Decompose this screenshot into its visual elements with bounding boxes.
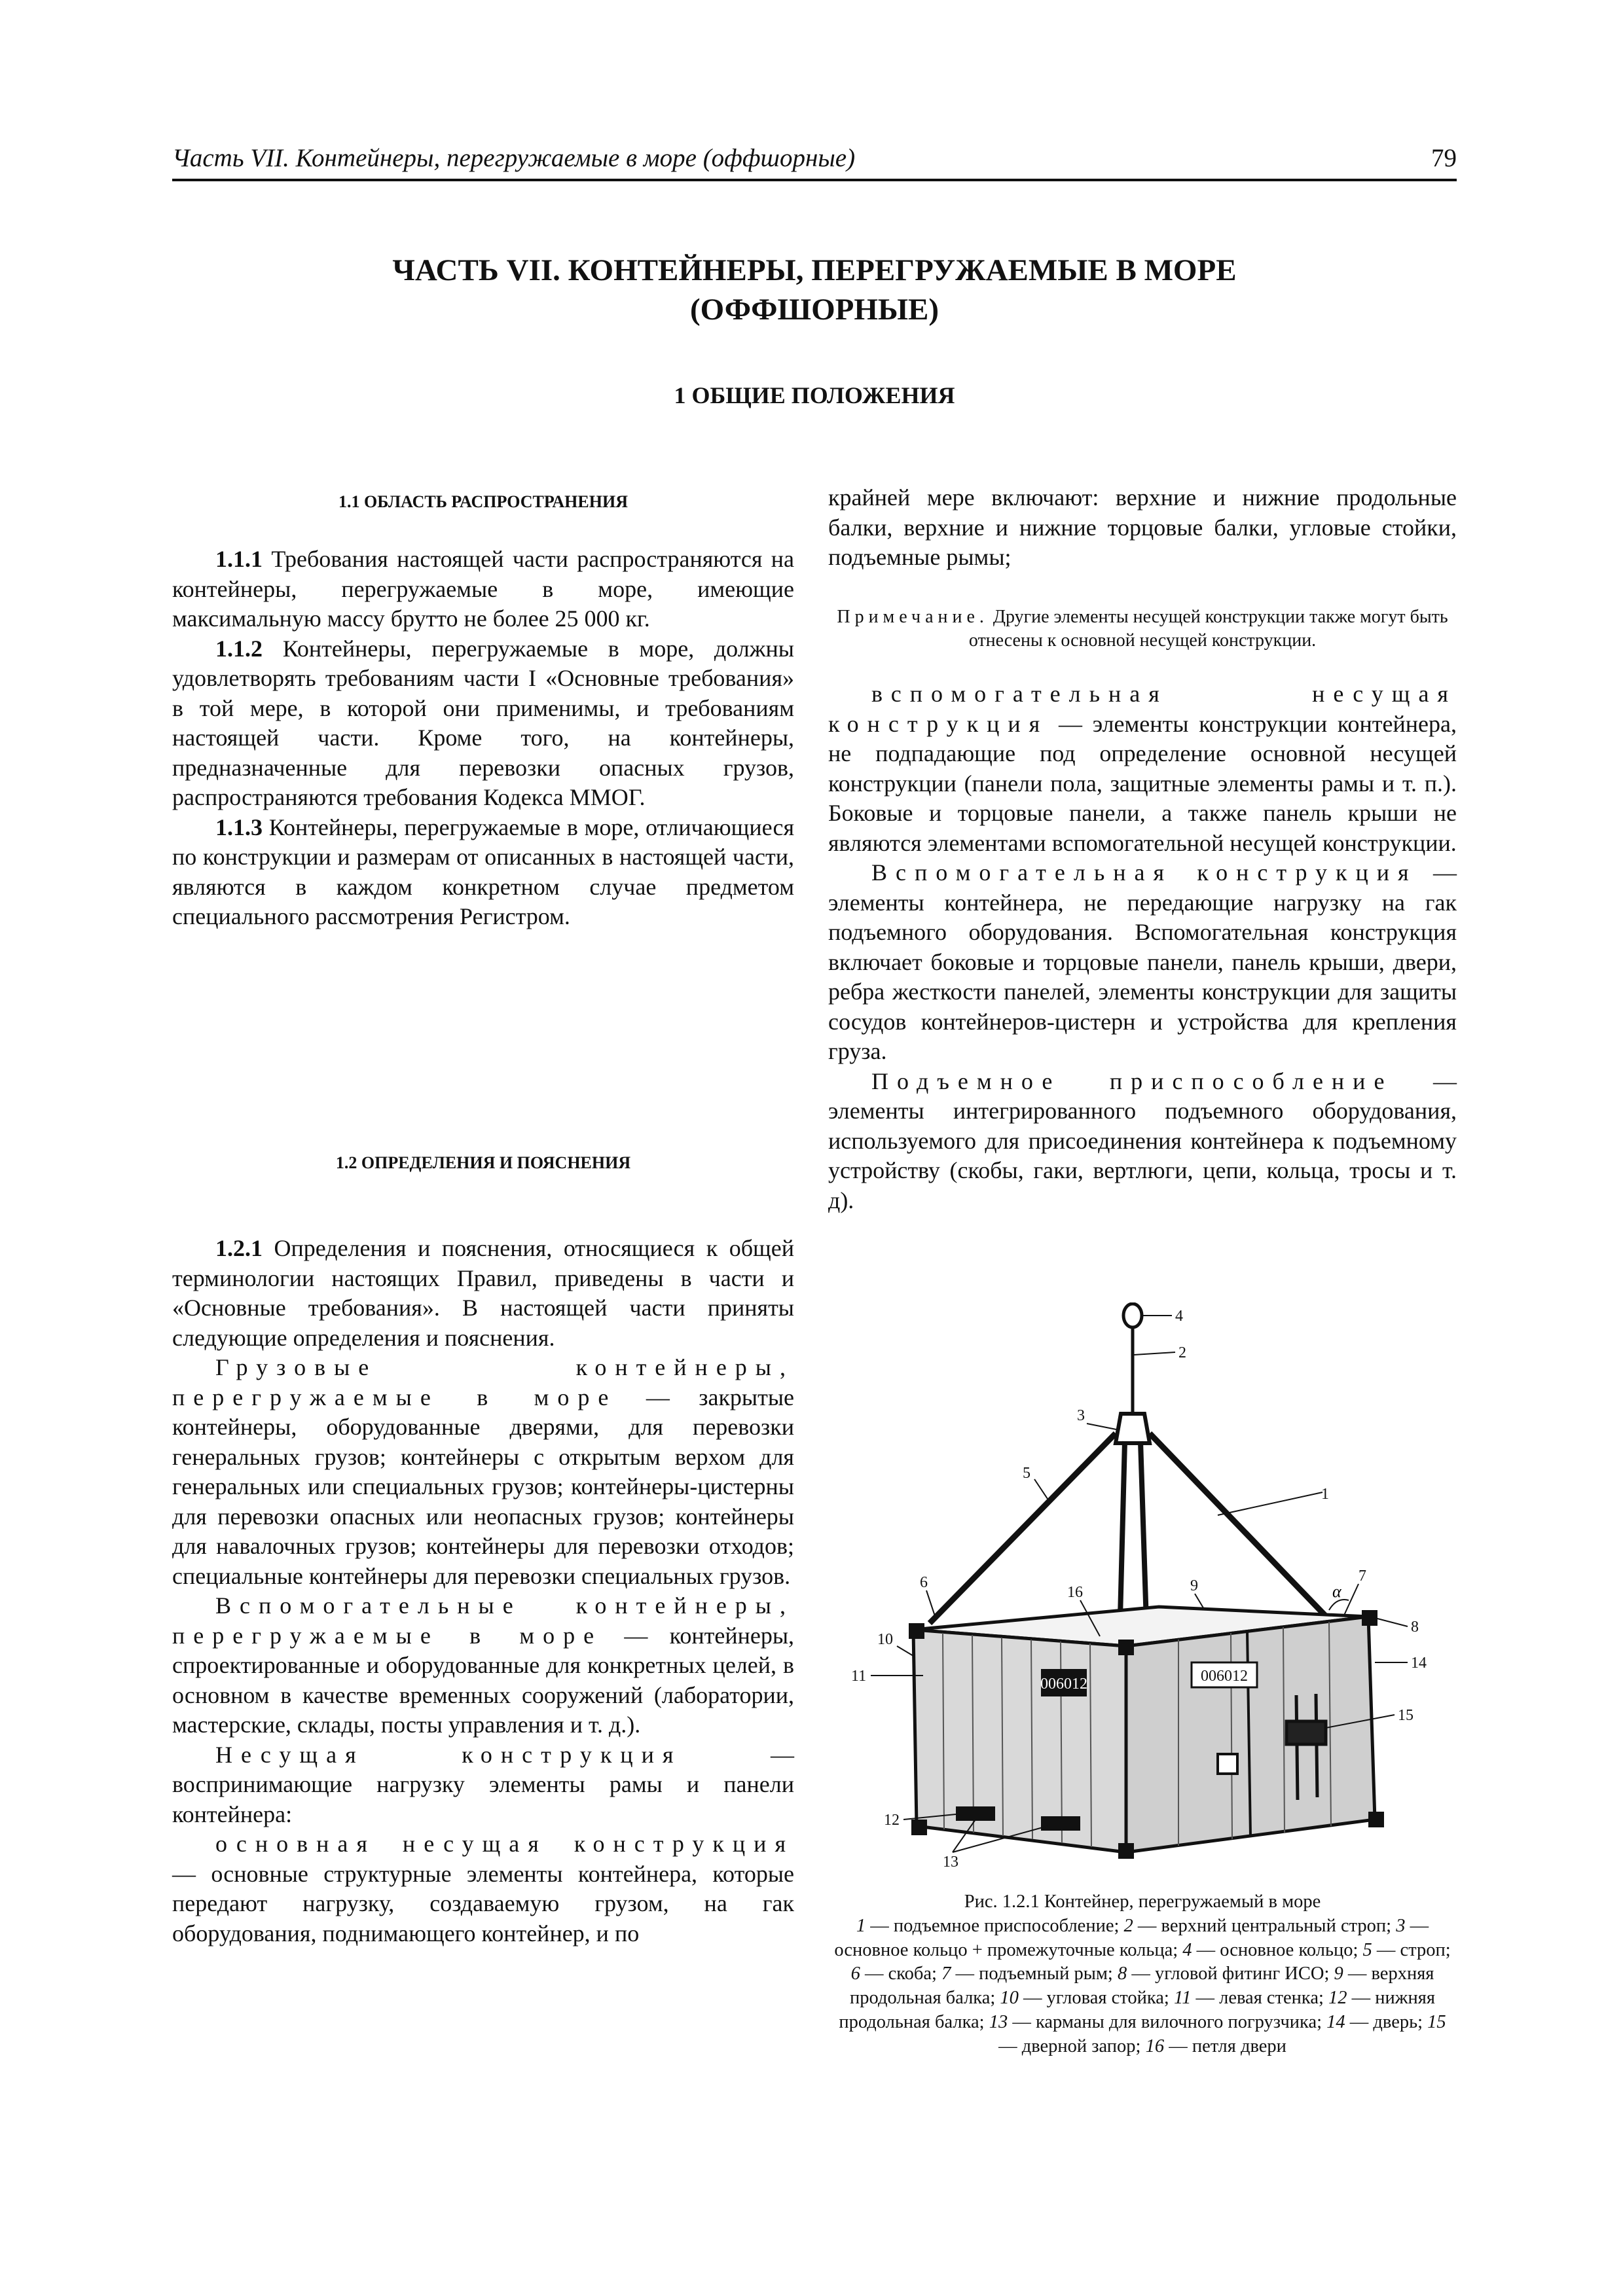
paragraph-text: Контейнеры, перегружаемые в море, отличающиеся по конструкции и размерам от описанных в настоящей части, являются в каждом конкретном случае предметом специального рассмотрения Регистром.	[172, 814, 795, 929]
legend-num: 11	[1173, 1988, 1192, 2009]
legend-text: — дверь;	[1349, 2011, 1423, 2032]
legend-text: — скоба;	[864, 1964, 937, 1984]
paragraph-1-1-1	[172, 545, 794, 634]
definition-load-structure	[172, 1740, 794, 1830]
legend-text: — угловая стойка;	[1023, 1988, 1169, 2009]
definition-main-structure	[172, 1829, 794, 1948]
legend-num: 12	[1328, 1988, 1347, 2009]
forklift-pocket-left	[956, 1806, 995, 1821]
door-handle-box	[1218, 1754, 1237, 1774]
legend-num: 15	[1427, 2011, 1446, 2032]
section-heading: 1 ОБЩИЕ ПОЛОЖЕНИЯ	[674, 382, 955, 408]
definition-main-structure-continued: крайней мере включают: верхние и нижние продольные балки, верхние и нижние торцовые балки, угловые стойки, подъемные рымы;	[828, 484, 1457, 570]
term: Грузовые контейнеры, перегружаемые в море	[172, 1354, 794, 1410]
legend-num: 6	[850, 1964, 860, 1984]
right-column-part1	[828, 483, 1457, 573]
term: Вспомогательная конструкция	[871, 859, 1417, 886]
legend-text: — карманы для вилочного погрузчика;	[1012, 2011, 1322, 2032]
definition-aux-structure	[828, 858, 1457, 1067]
label-13: 13	[943, 1854, 958, 1871]
label-8: 8	[1411, 1619, 1419, 1636]
subsection-heading-1-1: 1.1 ОБЛАСТЬ РАСПРОСТРАНЕНИЯ	[338, 492, 628, 511]
caption-title: Рис. 1.2.1 Контейнер, перегружаемый в море	[964, 1892, 1321, 1912]
paragraph-1-1-3	[172, 813, 794, 932]
legend-num: 7	[941, 1964, 951, 1984]
label-15: 15	[1398, 1707, 1413, 1724]
plate-left-text: 006012	[1040, 1676, 1087, 1693]
legend-text: — основное кольцо;	[1196, 1939, 1359, 1960]
legend-num: 8	[1117, 1964, 1127, 1984]
label-11: 11	[851, 1668, 867, 1685]
label-12: 12	[884, 1812, 900, 1829]
definition-text: — элементы контейнера, не передающие нагрузку на гак подъемного оборудования. Вспомогательная конструкция включает боковые и торцовые панели, панель крыши, двери, ребра жесткости панелей, элементы конструкции для защиты сосудов контейнеров-цистерн и устройства для крепления груза.	[828, 859, 1457, 1064]
sling-left-front	[930, 1433, 1116, 1623]
legend-num: 10	[1000, 1988, 1019, 2009]
label-1: 1	[1321, 1486, 1329, 1503]
definition-text: — контейнеры, спроектированные и оборудованные для конкретных целей, в основном в качестве временных сооружений (лаборатории, мастерские, склады, посты управления и т. д.).	[172, 1622, 795, 1738]
term: основная несущая конструкция	[215, 1831, 794, 1857]
container-figure	[851, 1302, 1440, 1878]
term: Вспомогательные контейнеры, перегружаемые в море	[172, 1592, 794, 1649]
running-title: Часть VII. Контейнеры, перегружаемые в море (оффшорные)	[172, 144, 856, 172]
left-column-part2	[172, 1234, 794, 1948]
label-14: 14	[1411, 1655, 1427, 1672]
term: Несущая конструкция	[215, 1741, 682, 1768]
legend-num: 3	[1396, 1915, 1406, 1936]
master-link-3	[1116, 1414, 1150, 1443]
definition-text: — элементы конструкции контейнера, не подпадающие под определение основной несущей конструкции (панели пола, защитные элементы рамы и т. п.). Боковые и торцовые панели, а также панель крыши не являются элементами вспомогательной несущей конструкции.	[828, 710, 1457, 856]
corner-fitting	[1368, 1812, 1384, 1827]
term: вспомогательная несущая конструкция	[828, 681, 1457, 737]
definition-aux-load-structure	[828, 679, 1457, 858]
label-2: 2	[1178, 1344, 1186, 1361]
note-label: Примечание.	[837, 607, 989, 627]
legend-text: — подъемный рым;	[955, 1964, 1113, 1984]
running-header	[172, 139, 1457, 181]
right-column-part2	[828, 679, 1457, 1215]
label-5: 5	[1023, 1465, 1030, 1482]
legend-num: 5	[1362, 1939, 1372, 1960]
label-7: 7	[1359, 1568, 1366, 1585]
label-3: 3	[1077, 1407, 1085, 1424]
label-9: 9	[1190, 1577, 1198, 1594]
legend-text: — основное кольцо + промежуточные кольца;	[834, 1915, 1429, 1960]
clause-number: 1.2.1	[215, 1235, 263, 1261]
left-wall-11	[913, 1630, 1126, 1852]
part-title-line2: (ОФФШОРНЫЕ)	[689, 293, 939, 327]
definition-text: — основные структурные элементы контейнера, которые передают нагрузку, создаваемую грузом, на гак оборудования, поднимающего контейнер, и по	[172, 1860, 794, 1946]
definition-cargo-containers	[172, 1353, 794, 1591]
left-column-part1	[172, 545, 794, 932]
label-10: 10	[877, 1631, 893, 1648]
legend-text: — строп;	[1376, 1939, 1451, 1960]
legend-num: 1	[856, 1915, 866, 1936]
legend-text: — дверной запор;	[998, 2036, 1141, 2056]
part-title	[172, 251, 1457, 329]
legend-text: — петля двери	[1169, 2036, 1286, 2056]
clause-number: 1.1.3	[215, 814, 263, 840]
legend-num: 16	[1145, 2036, 1165, 2056]
definition-text: — элементы интегрированного подъемного оборудования, используемого для присоединения контейнера к подъемному устройству (скобы, гаки, вертлюги, цепи, кольца, тросы и т. д).	[828, 1067, 1457, 1213]
plate-right-text: 006012	[1201, 1668, 1248, 1685]
label-4: 4	[1175, 1308, 1183, 1325]
definition-text: — закрытые контейнеры, оборудованные дверями, для перевозки генеральных грузов; контейнеры с открытым верхом для генеральных или специальных грузов; контейнеры-цистерны для перевозки опасных или неопасных грузов; контейнеры для навалочных грузов; контейнеры для перевозки отходов; специальные контейнеры для перевозки специальных грузов.	[172, 1384, 795, 1589]
figure-caption	[828, 1890, 1457, 2059]
legend-text: — нижняя продольная балка;	[839, 1988, 1435, 2032]
definition-lifting-device	[828, 1067, 1457, 1216]
legend-text: — угловой фитинг ИСО;	[1131, 1964, 1330, 1984]
term: Подъемное приспособление	[871, 1067, 1393, 1094]
paragraph-text: Контейнеры, перегружаемые в море, должны удовлетворять требованиям части I «Основные требования» в той мере, в которой они применимы, и требованиям настоящей части. Кроме того, на контейнеры, предназначенные для перевозки опасных грузов, распространяются требования Кодекса ММОГ.	[172, 635, 794, 810]
paragraph-text: Определения и пояснения, относящиеся к общей терминологии настоящих Правил, приведены в части и «Основные требования». В настоящей части приняты следующие определения и пояснения.	[172, 1235, 794, 1351]
caption-legend	[828, 1914, 1457, 2059]
legend-num: 4	[1182, 1939, 1192, 1960]
corner-fitting	[911, 1820, 927, 1835]
paragraph-1-1-2	[172, 634, 794, 813]
label-6: 6	[920, 1574, 928, 1591]
legend-text: — подъемное приспособление;	[870, 1915, 1120, 1936]
part-title-line1: ЧАСТЬ VII. КОНТЕЙНЕРЫ, ПЕРЕГРУЖАЕМЫЕ В МОРЕ	[392, 253, 1237, 287]
forklift-pocket-right	[1041, 1816, 1080, 1831]
sling-right-front	[1150, 1433, 1339, 1630]
corner-fitting	[1118, 1640, 1134, 1655]
definition-text: — воспринимающие нагрузку элементы рамы и панели контейнера:	[172, 1741, 794, 1827]
clause-number: 1.1.2	[215, 635, 263, 662]
legend-text: — верхний центральный строп;	[1137, 1915, 1392, 1936]
note-text: Другие элементы несущей конструкции также могут быть отнесены к основной несущей конструкции.	[968, 607, 1448, 651]
corner-fitting	[1118, 1843, 1134, 1859]
paragraph-1-2-1	[172, 1234, 794, 1353]
legend-num: 14	[1326, 2011, 1345, 2032]
page-number: 79	[1431, 144, 1457, 172]
alpha-label: α	[1332, 1582, 1341, 1601]
main-ring-4	[1123, 1304, 1142, 1327]
angle-arc	[1329, 1600, 1349, 1610]
clause-number: 1.1.1	[215, 546, 263, 572]
legend-text: — левая стенка;	[1195, 1988, 1324, 2009]
label-16: 16	[1067, 1584, 1083, 1601]
note	[828, 605, 1457, 653]
paragraph-text: Требования настоящей части распространяются на контейнеры, перегружаемые в море, имеющие максимальную массу брутто не более 25 000 кг.	[172, 546, 794, 632]
legend-num: 9	[1334, 1964, 1343, 1984]
legend-text: — верхняя продольная балка;	[850, 1964, 1434, 2009]
corner-fitting	[909, 1623, 924, 1639]
legend-num: 13	[989, 2011, 1008, 2032]
legend-num: 2	[1123, 1915, 1133, 1936]
subsection-heading-1-2: 1.2 ОПРЕДЕЛЕНИЯ И ПОЯСНЕНИЯ	[335, 1153, 631, 1172]
definition-auxiliary-containers	[172, 1591, 794, 1740]
